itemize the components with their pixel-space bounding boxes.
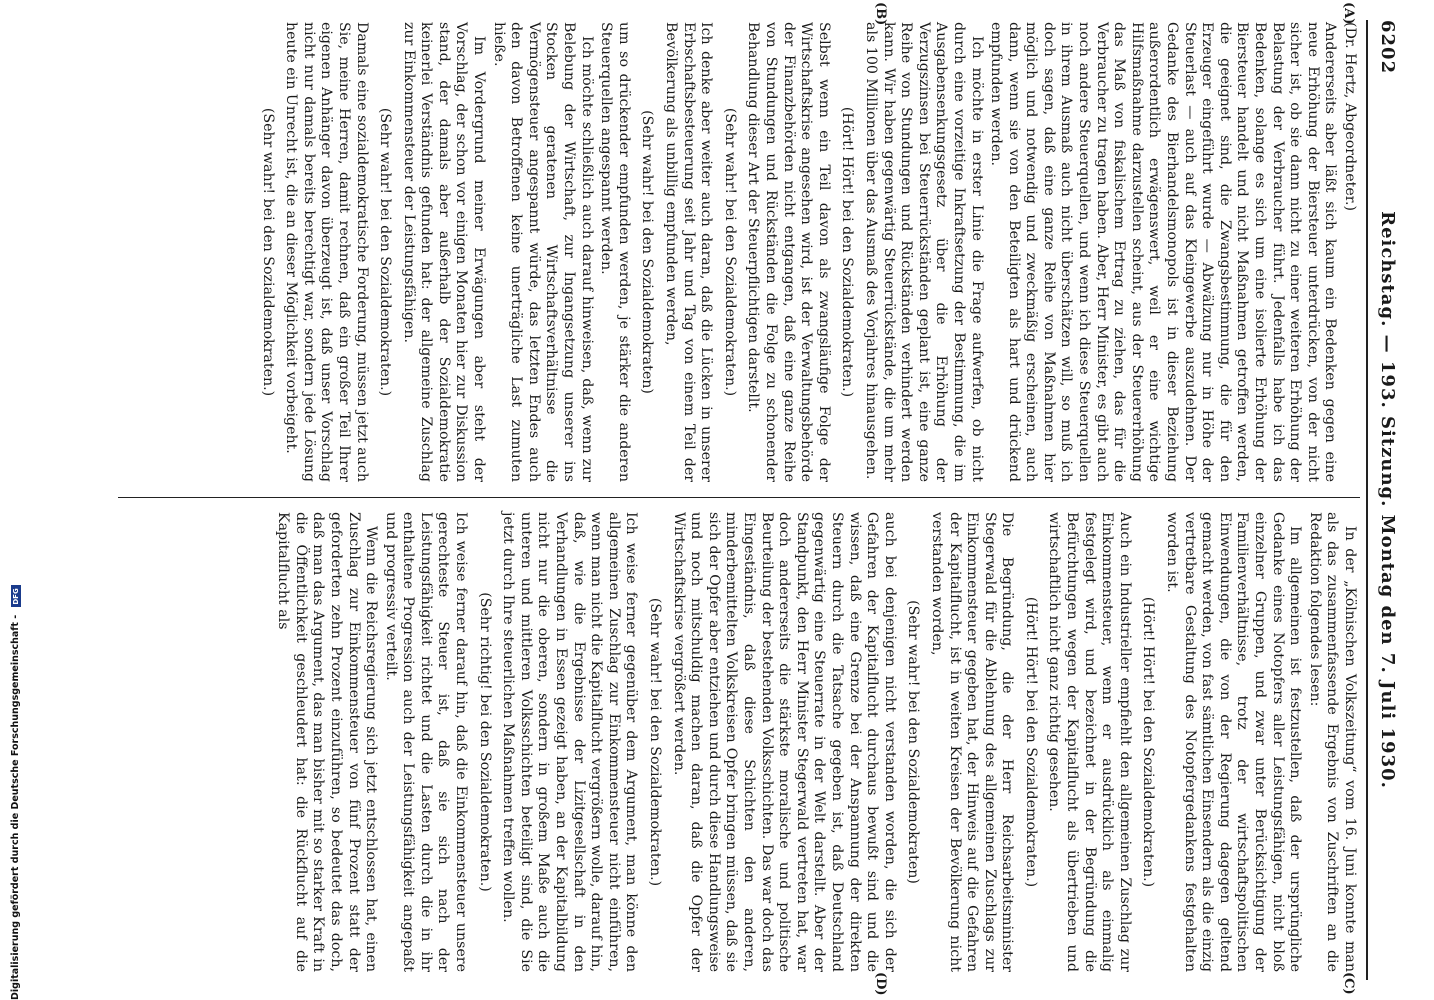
right-paragraph: In der „Kölnischen Volkszeitung“ vom 16. Juni konnte man als das zusammenfassende Ergebnis von Zuschriften an die Redaktion folgendes lesen:	[1306, 512, 1358, 972]
header-rule	[1366, 20, 1368, 980]
left-interjection: (Hört! Hört! bei den Sozialdemokraten.)	[839, 106, 856, 398]
left-paragraph: (Dr. Hertz, Abgeordneter.)	[1342, 22, 1358, 212]
left-interjection: (Sehr wahr! bei den Sozialdemokraten)	[639, 110, 656, 394]
right-interjection: (Hört! Hört! bei den Sozialdemokraten.)	[1140, 596, 1157, 888]
right-interjection: (Sehr wahr! bei den Sozialdemokraten.)	[647, 597, 664, 887]
page-title: Reichstag. — 193. Sitzung. Montag den 7. Juli 1930.	[1377, 211, 1398, 789]
scan-page	[78, 0, 1408, 1000]
left-interjection: (Sehr wahr! bei den Sozialdemokraten.)	[377, 107, 394, 397]
right-interjection: (Sehr richtig! bei den Sozialdemokraten.)	[476, 592, 493, 892]
right-paragraph: Im allgemeinen ist festzustellen, daß der ursprüngliche Gedanke eines Notopfers aller Leistungsfähigen, nicht bloß einzelner Gruppen, und zwar unter Berücksichtigung der Familienverhältnisse, trotz der wirtschaftspolitischen Einwendungen, die von der Regierung dagegen geltend gemacht werden, von fast sämtlichen Einsendern als die einzig vertretbare Gestaltung des Notopfergedankens festgehalten worden ist.	[1164, 512, 1304, 972]
margin-mark-b: (B)	[873, 2, 888, 26]
right-paragraph: Ich weise ferner darauf hin, daß die Einkommensteuer unsere gerechteste Steuer ist, daß sie sich nach der Leistungsfähigkeit richtet und die Lasten durch die in ihr enthaltene Progression auch der Leistungsfähigkeit angepaßt und progressiv verteilt.	[382, 512, 470, 972]
column-rule	[118, 497, 1360, 498]
digitization-credit	[4, 10, 28, 1000]
left-paragraph: um so drückender empfunden werden, je stärker die anderen Steuerquellen angespannt werden.	[598, 22, 632, 482]
margin-mark-a: (A)	[1341, 2, 1356, 25]
left-interjection: (Sehr wahr! bei den Sozialdemokraten.)	[259, 107, 276, 397]
left-paragraph: Im Vordergrund meiner Erwägungen aber steht der Vorschlag, der schon vor einigen Monaten hier zur Diskussion stand, der damals aber außerhalb der Sozialdemokratie keinerlei Verständnis gefunden hat: der allgemeine Zuschlag zur Einkommensteuer der Leistungsfähigen.	[400, 22, 488, 482]
right-paragraph: Die Begründung, die der Herr Reichsarbeitsminister Stegerwald für die Ablehnung des allgemeinen Zuschlags zur Einkommensteuer gegeben hat, der Hinweis auf die Gefahren der Kapitalflucht, ist in weiten Kreisen der Bevölkerung nicht verstanden worden,	[928, 512, 1016, 972]
digitization-credit-text: Digitalisierung gefördert durch die Deutsche Forschungsgemeinschaft -	[10, 614, 21, 1000]
right-column	[272, 512, 1358, 972]
left-paragraph: Ich denke aber weiter auch daran, daß die Lücken in unserer Erbschaftsbesteuerung seit Jahr und Tag von einem Teil der Bevölkerung als unbillig empfunden werden,	[663, 22, 715, 482]
right-paragraph: Ich weise ferner gegenüber dem Argument, man könne den allgemeinen Zuschlag zur Einkommensteuer nicht einführen, wenn man nicht die Kapitalflucht vergrößern wolle, darauf hin, daß, wie die Ergebnisse der Lizitgesellschaft in den Verhandlungen in Essen gezeigt haben, an der Kapitalbildung nicht nur die oberen, sondern in großem Maße auch die unteren und mittleren Volksschichten beteiligt sind, die Sie jetzt durch Ihre steuerlichen Maßnahmen treffen wollen.	[500, 512, 640, 972]
rotated-page	[78, 0, 1408, 1000]
right-interjection: (Sehr wahr! bei den Sozialdemokraten)	[905, 600, 922, 884]
margin-mark-d: (D)	[873, 972, 888, 996]
digitization-credit-strip	[4, 0, 28, 1000]
margin-mark-c: (C)	[1341, 972, 1356, 995]
page-number: 6202	[1377, 20, 1398, 75]
left-interjection: (Sehr wahr! bei den Sozialdemokraten.)	[721, 107, 738, 397]
left-paragraph: Ich möchte in erster Linie die Frage aufwerfen, ob nicht durch eine vorzeitige Inkraftsetzung der Bestimmung, die im Ausgabensenkungsgesetz über die Erhöhung der Verzugszinsen bei Steuerrückständen geplant ist, eine ganze Reihe von Stundungen und Rückständen verhindert werden kann. Wir haben gegenwärtig Steuerrückstände, die um mehr als 100 Millionen über das Ausmaß des Vorjahres hinausgehen.	[862, 22, 985, 482]
left-paragraph: Ich möchte schließlich auch darauf hinweisen, daß, wenn zur Belebung der Wirtschaft, zur Ingangsetzung unserer ins Stocken geratenen Wirtschaftsverhältnisse die Vermögensteuer angespannt würde, das letzten Endes auch den davon Betroffenen keine unerträgliche Last zumuten hieße.	[490, 22, 595, 482]
left-paragraph: Damals eine sozialdemokratische Forderung, müssen jetzt auch Sie, meine Herren, damit rechnen, daß ein großer Teil Ihrer eigenen Anhänger davon überzeugt ist, daß unser Vorschlag nicht nur damals bereits berechtigt war, sondern jede Lösung heute ein Unrecht ist, die an dieser Möglichkeit vorbeigeht.	[283, 22, 370, 482]
dfg-logo: DFG	[11, 585, 21, 607]
right-paragraph: Wenn die Reichsregierung sich jetzt entschlossen hat, einen Zuschlag zur Einkommensteuer von fünf Prozent statt der geforderten zehn Prozent einzuführen, so bedeutet das doch, daß man das Argument, das man bisher mit so starker Kraft in die Öffentlichkeit geschleudert hat: die Rückflucht auf die Kapitalflucht als	[275, 512, 380, 972]
right-paragraph: Auch ein Industrieller empfiehlt den allgemeinen Zuschlag zur Einkommensteuer, wenn er ausdrücklich als einmalig festgelegt wird, und bezeichnet in der Begründung die Befürchtungen wegen der Kapitalflucht als übertrieben und wirtschaftlich nicht ganz richtig gesehen.	[1046, 512, 1133, 972]
right-interjection: (Hört! Hört! bei den Sozialdemokraten.)	[1022, 596, 1039, 888]
left-paragraph: Selbst wenn ein Teil davon als zwangsläufige Folge der Wirtschaftskrise angesehen wird, ist der Verwaltungsbehörde der Finanzbehörden nicht entgangen, daß eine ganze Reihe von Stundungen und Rückständen die Folge zu schonender Behandlung dieser Art der Steuerpflichtigen darstellt.	[745, 22, 832, 482]
right-paragraph: auch bei denjenigen nicht verstanden worden, die sich der Gefahren der Kapitalflucht durchaus bewußt sind und die wissen, daß eine Grenze bei der Anspannung der direkten Steuern durch die Tatsache gegeben ist, daß Deutschland gegenwärtig eine Steuerrate in der Welt darstellt. Aber der Standpunkt, den Herr Minister Stegerwald vertreten hat, war doch andererseits die stärkste moralische und politische Beurteilung der bestehenden Volksschichten. Das war doch das Eingeständnis, daß diese Schichten den anderen, minderbemittelten Volkskreisen Opfer bringen müssen, daß sie sich der Opfer aber entziehen und durch diese Handlungsweise und noch mitschuldig machen daran, daß die Opfer der Wirtschaftskrise vergrößert werden.	[670, 512, 898, 972]
left-paragraph: Andererseits aber läßt sich kaum ein Bedenken gegen eine neue Erhöhung der Biersteuer unterdrücken, von der nicht sicher ist, ob sie dann nicht zu einer weiteren Erhöhung der Belastung der Verbraucher führt. Jedenfalls habe ich das Bedenken, solange es sich um eine isolierte Erhöhung der Biersteuer handelt und nicht Maßnahmen getroffen werden, die geeignet sind, die Zwangsbestimmung, die für den Erzeuger eingeführt wurde — Abwälzung nur in Höhe der Steuerlast — auch auf das Kleingewerbe auszudehnen. Der Gedanke des Bierhandelsmonopols ist in dieser Beziehung außerordentlich erwägenswert, weil er eine wichtige Hilfsmaßnahme darzustellen scheint, aus der Steuererhöhung das Maß von fiskalischem Ertrag zu ziehen, das für die Verbraucher zu tragen haben. Aber, Herr Minister, es gibt auch noch andere Steuerquellen, und wenn ich diese Steuerquellen in ihrem Ausmaß auch nicht überschätzen will, so muß ich doch sagen, daß eine ganze Reihe von Maßnahmen hier möglich und notwendig und zweckmäßig erscheinen, auch dann, wenn sie von den Beteiligten als hart und drückend empfunden werden.	[988, 22, 1339, 482]
left-column	[252, 22, 1358, 482]
page-header	[1368, 20, 1398, 980]
